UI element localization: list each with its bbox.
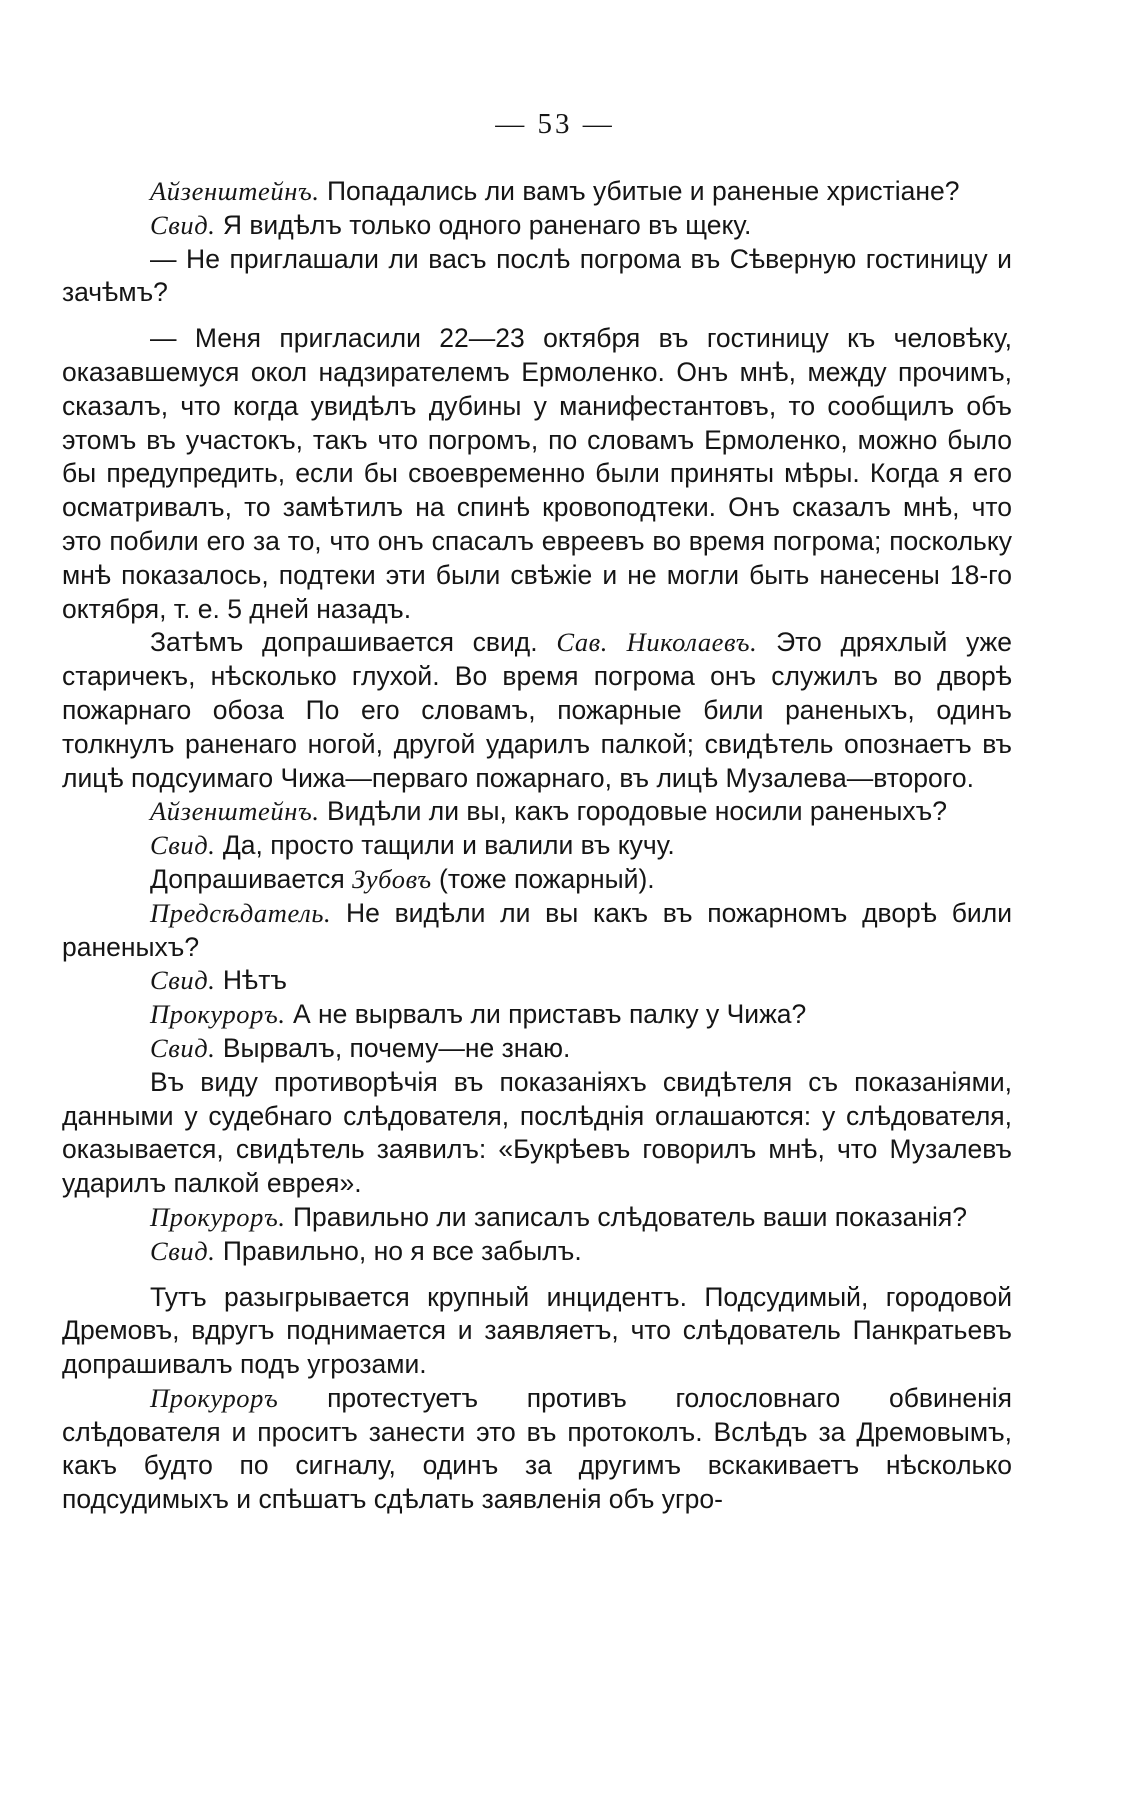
body-text	[62, 175, 1012, 1517]
paragraph-text: Допрашивается	[150, 863, 353, 894]
paragraph-text: Попадались ли вамъ убитые и раненые христіане?	[319, 176, 960, 206]
speaker: Прокуроръ	[150, 1382, 279, 1413]
paragraph	[62, 1235, 1012, 1269]
paragraph-text: Вырвалъ, почему—не знаю.	[215, 1032, 571, 1063]
speaker-inline: Сав. Николаевъ.	[556, 627, 758, 658]
speaker: Свид.	[150, 965, 216, 996]
paragraph-text: Я видѣлъ только одного раненаго въ щеку.	[215, 209, 752, 240]
paragraph-text: Нѣтъ	[215, 965, 287, 996]
speaker: Прокуроръ.	[150, 999, 286, 1030]
paragraph	[62, 964, 1012, 998]
paragraph-text: Въ виду противорѣчія въ показаніяхъ свидѣтеля съ показаніями, данными у судебнаго слѣдователя, послѣднія оглашаются: у слѣдователя, оказывается, свидѣтель заявилъ: «Букрѣевъ говорилъ мнѣ, что Музалевъ ударилъ палкой еврея».	[62, 1066, 1012, 1199]
paragraph-text: Тутъ разыгрывается крупный инцидентъ. Подсудимый, городовой Дремовъ, вдругъ поднимается и заявляетъ, что слѣдователь Панкратьевъ допрашивалъ подъ угрозами.	[62, 1281, 1012, 1380]
speaker: Предсѣдатель.	[150, 897, 332, 928]
paragraph	[62, 829, 1012, 863]
paragraph-text: Не видѣли ли вы какъ въ пожарномъ дворѣ били раненыхъ?	[62, 897, 1012, 962]
paragraph-text: — Меня пригласили 22—23 октября въ гостиницу къ человѣку, оказавшемуся окол надзирателемъ Ермоленко. Онъ мнѣ, между прочимъ, сказалъ, что когда увидѣлъ дубины у манифестантовъ, то сообщилъ объ этомъ въ участокъ, такъ что погромъ, по словамъ Ермоленко, можно было бы предупредить, если бы своевременно были приняты мѣры. Когда я его осматривалъ, то замѣтилъ на спинѣ кровоподтеки. Онъ сказалъ мнѣ, что это побили его за то, что онъ спасалъ евреевъ во время погрома; поскольку мнѣ показалось, подтеки эти были свѣжіе и не могли быть нанесены 18-го октября, т. е. 5 дней назадъ.	[62, 323, 1012, 624]
speaker: Свид.	[150, 1032, 216, 1063]
speaker: Айзенштейнъ.	[150, 176, 320, 206]
paragraph	[62, 209, 1012, 243]
paragraph-text: протестуетъ противъ голословнаго обвиненія слѣдователя и проситъ занести это въ протоколъ. Вслѣдъ за Дремовымъ, какъ будто по сигналу, одинъ за другимъ вскакиваетъ нѣсколько подсудимыхъ и спѣшатъ сдѣлать заявленія объ угро-	[62, 1382, 1012, 1515]
paragraph	[62, 1066, 1012, 1201]
paragraph	[62, 175, 1012, 209]
paragraph-text: Затѣмъ допрашивается свид.	[150, 627, 557, 658]
paragraph-text: А не вырвалъ ли приставъ палку у Чижа?	[285, 999, 807, 1030]
paragraph-text: Правильно, но я все забылъ.	[215, 1235, 582, 1266]
paragraph-text: Да, просто тащили и валили въ кучу.	[215, 830, 675, 861]
paragraph	[62, 243, 1012, 311]
paragraph	[62, 897, 1012, 965]
paragraph-text-cont: (тоже пожарный).	[431, 863, 655, 894]
paragraph	[62, 863, 1012, 897]
paragraph	[62, 795, 1012, 829]
paragraph	[62, 322, 1012, 626]
paragraph	[62, 1382, 1012, 1517]
page-number: — 53 —	[495, 108, 615, 140]
speaker: Свид.	[150, 830, 216, 861]
paragraph	[62, 1281, 1012, 1382]
paragraph	[62, 998, 1012, 1032]
paragraph-text-cont: Это дряхлый уже старичекъ, нѣсколько глухой. Во время погрома онъ служилъ во дворѣ пожарнаго обоза По его словамъ, пожарные били раненыхъ, одинъ толкнулъ раненаго ногой, другой ударилъ палкой; свидѣтель опознаетъ въ лицѣ подсуимаго Чижа—перваго пожарнаго, въ лицѣ Музалева—второго.	[62, 627, 1012, 793]
paragraph-text: Правильно ли записалъ слѣдователь ваши показанія?	[285, 1201, 967, 1232]
speaker: Свид.	[150, 1235, 216, 1266]
paragraph-text: Видѣли ли вы, какъ городовые носили раненыхъ?	[319, 796, 947, 827]
speaker: Прокуроръ.	[150, 1201, 286, 1232]
paragraph	[62, 626, 1012, 795]
paragraph	[62, 1201, 1012, 1235]
speaker-inline: Зубовъ	[352, 863, 432, 894]
paragraph-text: — Не приглашали ли васъ послѣ погрома въ Сѣверную гостиницу и зачѣмъ?	[62, 243, 1012, 308]
paragraph	[62, 1032, 1012, 1066]
speaker: Свид.	[150, 209, 216, 240]
speaker: Айзенштейнъ.	[150, 796, 320, 827]
